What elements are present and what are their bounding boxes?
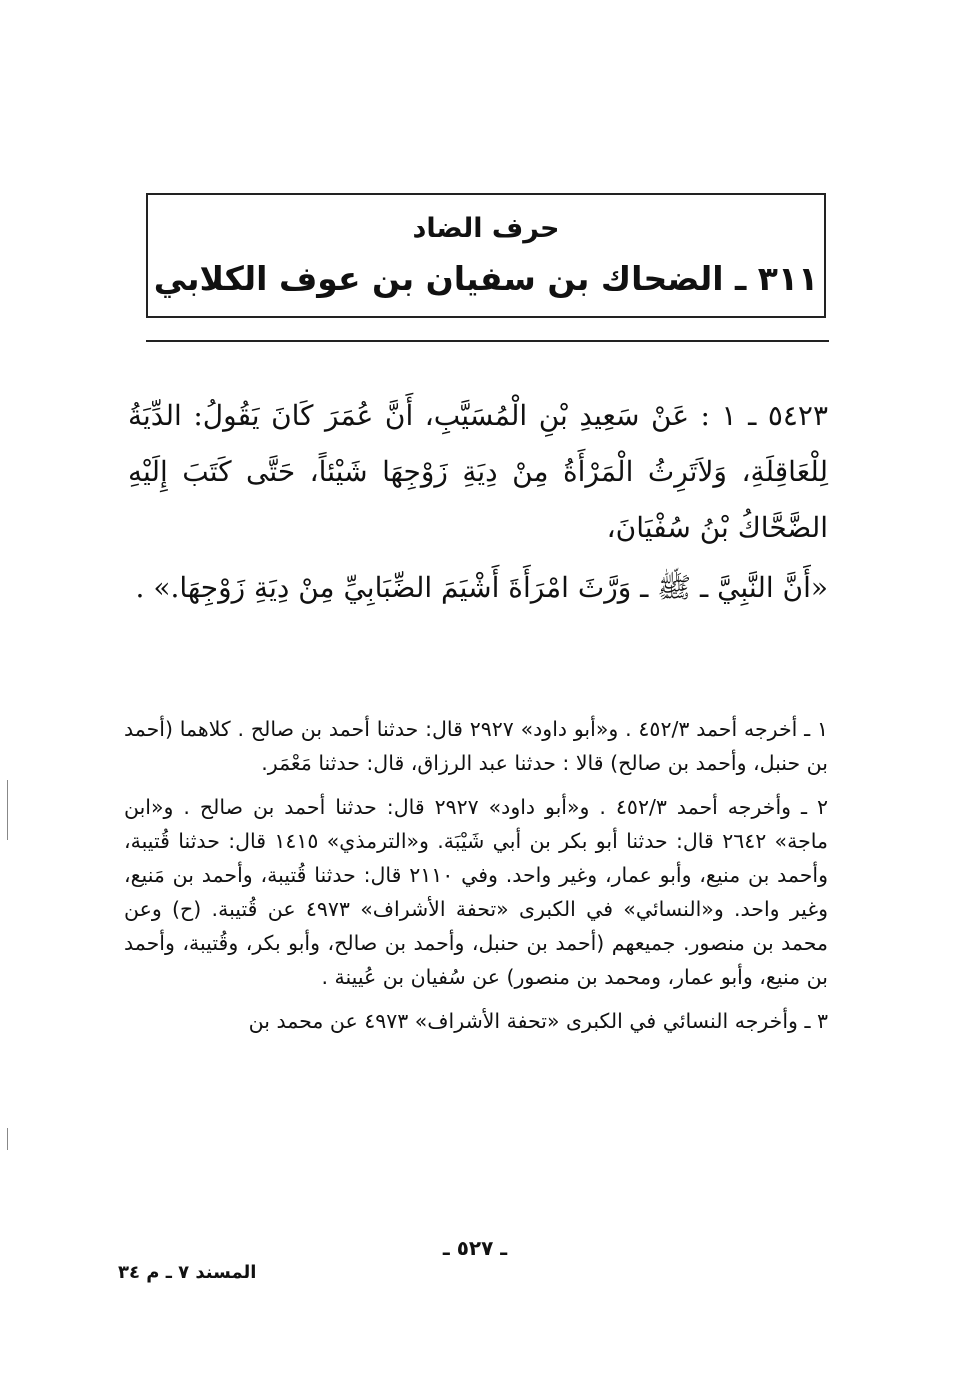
hadith-paragraph: ٥٤٢٣ ـ ١ : عَنْ سَعِيدِ بْنِ الْمُسَيَّبِ، أَنَّ عُمَرَ كَانَ يَقُولُ: الدِّيَةُ لِلْعَاقِلَةِ، وَلاَتَرِثُ الْمَرْأَةُ مِنْ دِيَةِ زَوْجِهَا شَيْئاً، حَتَّى كَتَبَ إِلَيْهِ الضَّحَّاكُ بْنُ سُفْيَانَ، xyxy=(128,399,828,544)
section-title: ٣١١ ـ الضحاك بن سفيان بن عوف الكلابي xyxy=(153,259,819,298)
volume-signature: المسند ٧ ـ م ٣٤ xyxy=(118,1262,257,1283)
scan-artifact xyxy=(7,780,8,840)
footnote: ١ ـ أخرجه أحمد ٤٥٢/٣ . و«أبو داود» ٢٩٢٧ قال: حدثنا أحمد بن صالح . كلاهما (أحمد بن حنبل، وأحمد بن صالح) قالا : حدثنا عبد الرزاق، قال: حدثنا مَعْمَر. xyxy=(124,717,828,775)
footnote: ٣ ـ وأخرجه النسائي في الكبرى «تحفة الأشراف» ٤٩٧٣ عن محمد بن xyxy=(248,1009,828,1033)
page-number: ـ ٥٢٧ ـ xyxy=(442,1236,508,1260)
scan-artifact xyxy=(7,1128,8,1150)
section-divider xyxy=(146,340,829,342)
hadith-text xyxy=(128,388,828,616)
footnotes xyxy=(124,712,828,1048)
footnote: ٢ ـ وأخرجه أحمد ٤٥٢/٣ . و«أبو داود» ٢٩٢٧ قال: حدثنا أحمد بن صالح . و«ابن ماجة» ٢٦٤٢ قال: حدثنا أبو بكر بن أبي شَيْبَة. و«الترمذي» ١٤١٥ قال: حدثنا قُتيبة، وأحمد بن منيع، وأبو عمار، وغير واحد. وفي ٢١١٠ قال: حدثنا قُتيبة، وأحمد بن مَنيع، وغير واحد. و«النسائي» في الكبرى «تحفة الأشراف» ٤٩٧٣ عن قُتيبة. (ح) وعن محمد بن منصور. جميعهم (أحمد بن حنبل، وأحمد بن صالح، وأبو بكر، وقُتيبة، وأحمد بن منيع، وأبو عمار، ومحمد بن منصور) عن سُفيان بن عُيينة . xyxy=(124,795,829,989)
chapter-label: حرف الضاد xyxy=(412,213,560,244)
hadith-paragraph: «أَنَّ النَّبِيَّ ـ ﷺ ـ وَرَّثَ امْرَأَةَ أَشْيَمَ الضِّبَابِيِّ مِنْ دِيَةِ زَوْجِهَا.» . xyxy=(135,571,828,604)
title-frame xyxy=(146,193,826,318)
